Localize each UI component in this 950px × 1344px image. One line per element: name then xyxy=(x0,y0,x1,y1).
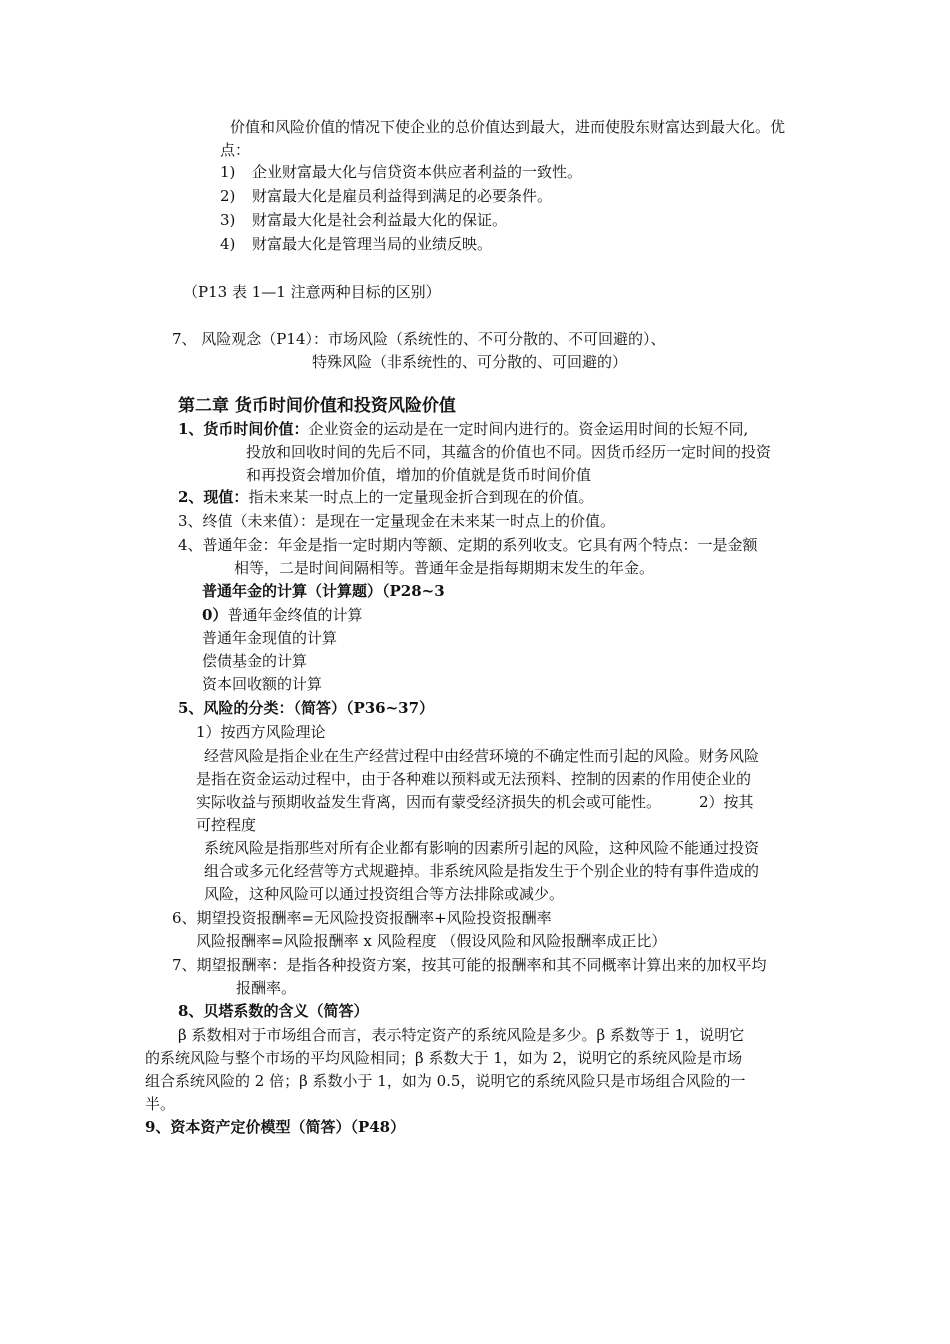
text-line: 资本回收额的计算 xyxy=(202,675,323,693)
text-line: （P13 表 1—1 注意两种目标的区别） xyxy=(183,283,441,301)
text-line: 半。 xyxy=(145,1095,176,1113)
text-line: 6、期望投资报酬率=无风险投资报酬率+风险投资报酬率 xyxy=(172,909,552,927)
list-text: 财富最大化是雇员利益得到满足的必要条件。 xyxy=(252,187,553,205)
text-line: 组合系统风险的 2 倍；β 系数小于 1，如为 0.5，说明它的系统风险只是市场组合风险的一 xyxy=(145,1072,746,1090)
text-line: 组合或多元化经营等方式规避掉。非系统风险是指发生于个别企业的特有事件造成的 xyxy=(204,862,760,880)
section-heading: 9、资本资产定价模型（简答）（P48） xyxy=(145,1118,406,1136)
text-line: 特殊风险（非系统性的、可分散的、可回避的） xyxy=(312,353,628,371)
text-line: 是指在资金运动过程中，由于各种难以预料或无法预料、控制的因素的作用使企业的 xyxy=(196,770,752,788)
list-item xyxy=(220,162,582,182)
term-label: 2、现值： xyxy=(178,488,249,506)
list-item xyxy=(220,210,507,230)
text-line: 普通年金现值的计算 xyxy=(202,629,338,647)
text-line: β 系数相对于市场组合而言，表示特定资产的系统风险是多少。β 系数等于 1，说明它 xyxy=(178,1026,745,1044)
text-line: 报酬率。 xyxy=(236,979,297,997)
continued-text: 0） xyxy=(202,606,228,624)
text-line: 7、期望报酬率：是指各种投资方案，按其可能的报酬率和其不同概率计算出来的加权平均 xyxy=(172,956,767,974)
text-line: 可控程度 xyxy=(196,816,257,834)
list-item xyxy=(220,234,492,254)
term-text: 2）按其 xyxy=(699,793,754,811)
text-line: 点： xyxy=(220,141,251,159)
text-line: 风险，这种风险可以通过投资组合等方法排除或减少。 xyxy=(204,885,565,903)
text-line xyxy=(178,419,748,439)
text-line xyxy=(196,792,754,812)
list-text: 企业财富最大化与信贷资本供应者利益的一致性。 xyxy=(252,163,583,181)
text-line: 3、终值（未来值）：是现在一定量现金在未来某一时点上的价值。 xyxy=(178,512,616,530)
text-line xyxy=(178,487,593,507)
text-line: 风险报酬率=风险报酬率 x 风险程度 （假设风险和风险报酬率成正比） xyxy=(196,932,667,950)
text-line: 4、普通年金：年金是指一定时期内等额、定期的系列收支。它具有两个特点：一是金额 xyxy=(178,536,758,554)
text-line: 经营风险是指企业在生产经营过程中由经营环境的不确定性而引起的风险。财务风险 xyxy=(204,747,760,765)
list-number: 2) xyxy=(220,187,236,205)
list-number: 3) xyxy=(220,211,236,229)
term-text: 指未来某一时点上的一定量现金折合到现在的价值。 xyxy=(248,488,594,506)
list-text: 财富最大化是社会利益最大化的保证。 xyxy=(252,211,508,229)
section-heading: 普通年金的计算（计算题）（P28~3 xyxy=(202,582,445,600)
text-line: 相等，二是时间间隔相等。普通年金是指每期期末发生的年金。 xyxy=(234,559,655,577)
text-line: 7、 风险观念（P14）：市场风险（系统性的、不可分散的、不可回避的）、 xyxy=(172,330,666,348)
text-line: 和再投资会增加价值，增加的价值就是货币时间价值 xyxy=(246,466,592,484)
text-line xyxy=(202,605,362,625)
text-line: 偿债基金的计算 xyxy=(202,652,308,670)
section-heading: 8、贝塔系数的含义（简答） xyxy=(178,1002,369,1020)
term-text: 普通年金终值的计算 xyxy=(227,606,363,624)
term-text: 实际收益与预期收益发生背离，因而有蒙受经济损失的机会或可能性。 xyxy=(196,793,662,811)
list-item xyxy=(220,186,552,206)
text-line: 系统风险是指那些对所有企业都有影响的因素所引起的风险，这种风险不能通过投资 xyxy=(204,839,760,857)
list-text: 财富最大化是管理当局的业绩反映。 xyxy=(252,235,493,253)
text-line: 投放和回收时间的先后不同，其蕴含的价值也不同。因货币经历一定时间的投资 xyxy=(246,443,772,461)
list-number: 1) xyxy=(220,163,236,181)
chapter-heading: 第二章 货币时间价值和投资风险价值 xyxy=(178,396,456,416)
term-text: 企业资金的运动是在一定时间内进行的。资金运用时间的长短不同, xyxy=(308,420,749,438)
text-line: 价值和风险价值的情况下使企业的总价值达到最大，进而使股东财富达到最大化。优 xyxy=(230,118,786,136)
text-line: 1）按西方风险理论 xyxy=(196,723,326,741)
text-line: 的系统风险与整个市场的平均风险相同；β 系数大于 1，如为 2，说明它的系统风险是市场 xyxy=(145,1049,743,1067)
list-number: 4) xyxy=(220,235,236,253)
section-heading: 5、风险的分类：（简答）（P36~37） xyxy=(178,699,435,717)
term-label: 1、货币时间价值： xyxy=(178,420,309,438)
